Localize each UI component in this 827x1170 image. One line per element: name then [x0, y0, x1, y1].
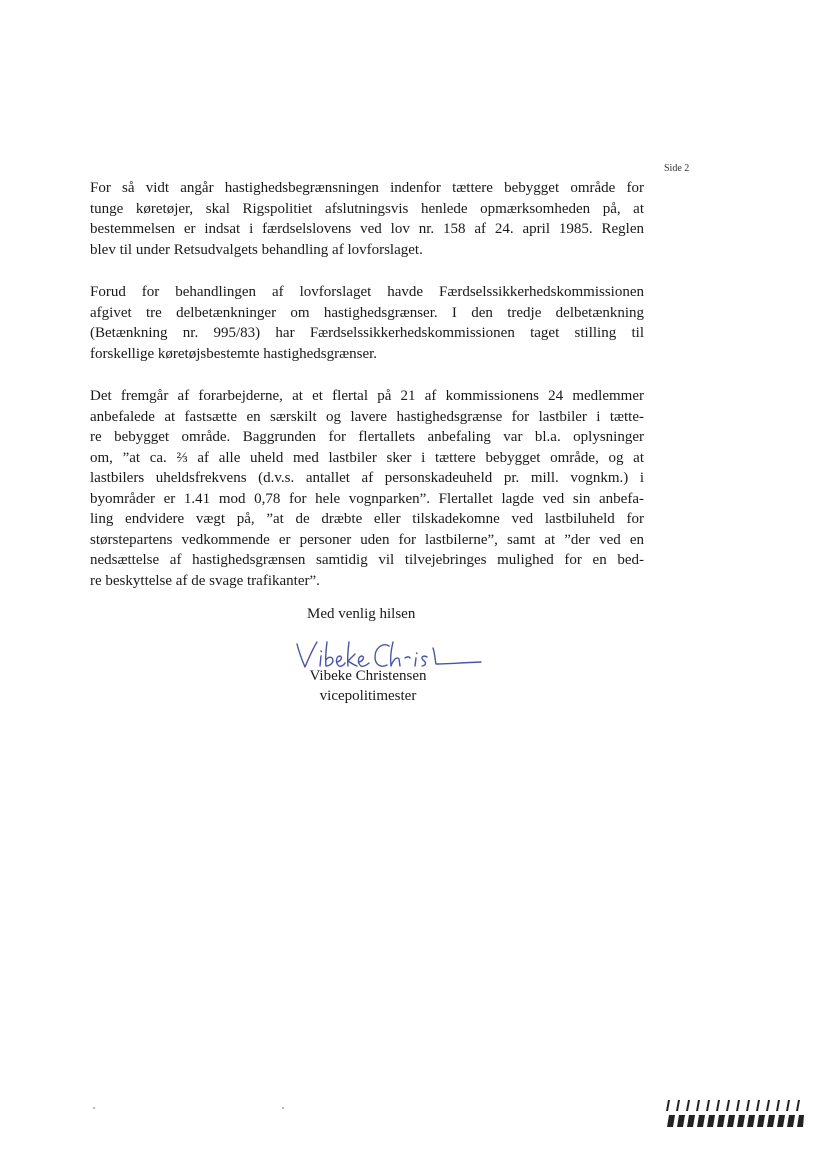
text-line: For så vidt angår hastighedsbegrænsningen indenfor tættere bebygget område for [90, 180, 644, 196]
text-line: forskellige køretøjsbestemte hastighedsgrænser. [90, 345, 378, 362]
text-line: tunge køretøjer, skal Rigspolitiet afslutningsvis henlede opmærksomheden på, at [90, 200, 644, 217]
text-line: (Betænkning nr. 995/83) har Færdselssikkerhedskommissionen taget stilling til [90, 325, 644, 341]
signer-name: Vibeke Christensen [309, 668, 427, 684]
text-line: blev til under Retsudvalgets behandling af lovforslaget. [90, 241, 423, 258]
paragraph-3 [90, 386, 644, 591]
paragraph-2 [90, 282, 644, 364]
page-number: Side 2 [664, 163, 690, 174]
text-line: nedsættelse af hastighedsgrænsen samtidig vil tilvejebringes mulighed for en bed- [90, 552, 644, 568]
text-line: Det fremgår af forarbejderne, at et flertal på 21 af kommissionens 24 medlemmer [90, 388, 644, 404]
text-line: re bebygget område. Baggrunden for flertallets anbefaling var bl.a. oplysninger [90, 429, 644, 445]
signer-title: vicepolitimester [319, 688, 417, 704]
text-line: byområder er 1.41 mod 0,78 for hele vognparken”. Flertallet lagde ved sin anbefa- [90, 490, 644, 507]
text-line: afgivet tre delbetænkninger om hastighedsgrænser. I den tredje delbetænkning [90, 304, 644, 321]
text-line: ling endvidere vægt på, ”at de dræbte eller tilskadekomne ved lastbiluheld for [90, 511, 644, 527]
text-line: størstepartens vedkommende er personer uden for lastbilerne”, samt at ”der ved en [90, 531, 644, 548]
text-line: Forud for behandlingen af lovforslaget havde Færdselssikkerhedskommissionen [90, 284, 644, 300]
text-line: lastbilers uheldsfrekvens (d.v.s. antallet af personskadeuheld pr. mill. vognkm.) i [90, 470, 644, 486]
text-line: bestemmelsen er indsat i færdselslovens ved lov nr. 158 af 24. april 1985. Reglen [90, 221, 644, 237]
signer-block [300, 666, 436, 706]
text-line: anbefalede at fastsætte en særskilt og lavere hastighedsgrænse for lastbiler i tætte- [90, 408, 644, 425]
paragraph-1 [90, 178, 644, 260]
barcode-mark [666, 1100, 804, 1128]
scan-speck [93, 1107, 95, 1109]
closing-greeting: Med venlig hilsen [307, 606, 416, 622]
text-line: om, ”at ca. ⅔ af alle uheld med lastbiler sker i tættere bebygget område, og at [90, 449, 644, 466]
text-line: re beskyttelse af de svage trafikanter”. [90, 572, 320, 589]
scan-speck [282, 1107, 284, 1109]
letter-body [90, 178, 644, 613]
